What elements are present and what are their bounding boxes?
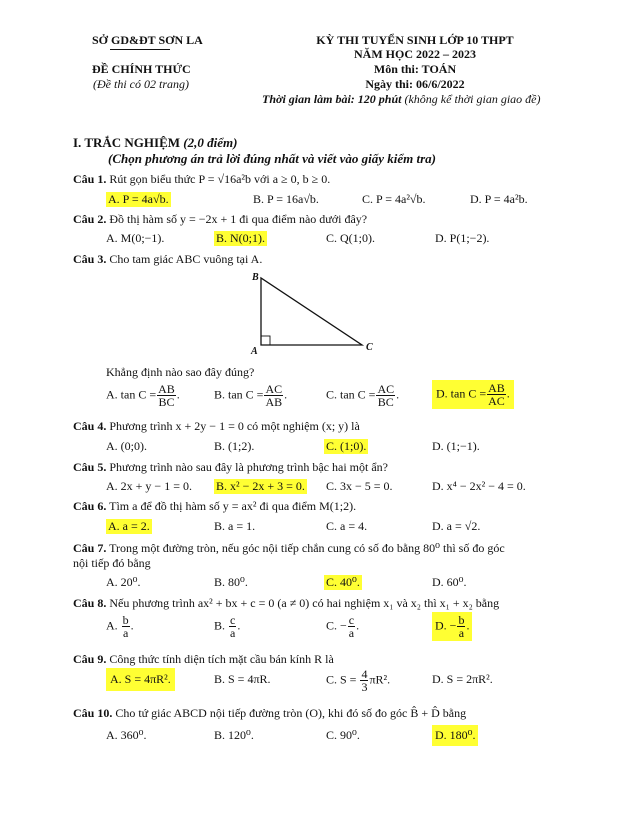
q1-option-d: D. P = 4a²b. <box>470 192 528 206</box>
q5-option-a: A. 2x + y − 1 = 0. <box>106 479 192 493</box>
q3-label: Câu 3. <box>73 252 107 266</box>
q7-option-c: C. 40⁰. <box>326 575 360 589</box>
q9-stem: Công thức tính diện tích mặt cầu bán kính R là <box>109 652 334 666</box>
q3-c-num: AC <box>377 382 395 396</box>
q1-option-b: B. P = 16a√b. <box>253 192 319 206</box>
q8-stem-line <box>73 596 499 611</box>
q1-option-c: C. P = 4a²√b. <box>362 192 426 206</box>
q6-option-c: C. a = 4. <box>326 519 368 533</box>
q5-option-d: D. x⁴ − 2x² − 4 = 0. <box>432 479 526 493</box>
q3-stem-line <box>73 252 262 267</box>
q4-option-a: A. (0;0). <box>106 439 147 453</box>
q10-option-b: B. 120⁰. <box>214 728 254 742</box>
q8-b-prefix: B. <box>214 618 226 633</box>
q9-label: Câu 9. <box>73 652 107 666</box>
q8-c-num: c <box>348 613 355 627</box>
q8-a-den: a <box>123 626 129 640</box>
q9-option-a: A. S = 4πR². <box>106 668 175 691</box>
q3-d-prefix: D. tan C = <box>436 386 487 401</box>
q3-option-a: A. tan C = $\frac{AB}{BC}$ . <box>106 382 180 409</box>
q8-b-fraction <box>229 614 236 639</box>
dept-name: SỞ GD&ĐT SƠN LA <box>92 33 203 47</box>
q9-option-c <box>326 668 390 693</box>
vertex-c-label: C <box>366 342 373 353</box>
q3-c-den: BC <box>377 395 394 409</box>
q8-d-num: b <box>458 613 465 627</box>
section-heading <box>73 135 237 151</box>
section-points: (2,0 điểm) <box>183 135 238 150</box>
q4-option-d: D. (1;−1). <box>432 439 480 453</box>
q8-c-prefix: C. − <box>326 618 347 633</box>
q3-c-prefix: C. tan C = <box>326 387 376 402</box>
q3-stem: Cho tam giác ABC vuông tại A. <box>109 252 263 266</box>
q3-d-den: AC <box>488 394 505 408</box>
q4-stem: Phương trình x + 2y − 1 = 0 có một nghiệm (x; y) là <box>109 419 360 433</box>
q8-option-a: A. $\frac{b}{a}$ . <box>106 613 134 640</box>
q6-option-a: A. a = 2. <box>108 519 150 533</box>
q2-stem: Đồ thị hàm số y = −2x + 1 đi qua điểm nào dưới đây? <box>109 212 368 226</box>
q7-option-d: D. 60⁰. <box>432 575 467 589</box>
q3-ask: Khẳng định nào sao đây đúng? <box>106 365 255 379</box>
q6-label: Câu 6. <box>73 499 107 513</box>
time-label: Thời gian làm bài: 120 phút <box>262 92 402 106</box>
q8-label: Câu 8. <box>73 596 107 610</box>
exam-date: Ngày thi: 06/6/2022 <box>365 77 465 91</box>
q1-option-a: A. P = 4a√b. <box>108 192 169 206</box>
q3-c-fraction <box>376 383 395 408</box>
q3-a-prefix: A. tan C = <box>106 387 157 402</box>
q7-stem-line <box>73 541 505 556</box>
q5-stem-line <box>73 460 388 475</box>
q8-stem: Nếu phương trình ax² + bx + c = 0 (a ≠ 0) có hai nghiệm x₁ và x₂ thì x₁ + x₂ bằng <box>109 596 500 610</box>
q3-a-den: BC <box>158 395 175 409</box>
q8-b-num: c <box>230 613 236 627</box>
q3-d-num: AB <box>488 381 505 395</box>
q3-option-d: D. tan C = $\frac{AB}{AC}$ . <box>432 380 514 409</box>
q6-stem-line <box>73 499 356 514</box>
q3-option-b: B. tan C = $\frac{AC}{AB}$ . <box>214 382 288 409</box>
q7-stem: Trong một đường tròn, nếu góc nội tiếp chắn cung có số đo bằng 80⁰ thì số đo góc <box>109 541 505 555</box>
right-angle-mark <box>261 336 270 345</box>
q2-label: Câu 2. <box>73 212 107 226</box>
q7-option-a: A. 20⁰. <box>106 575 141 589</box>
q8-option-c: C. − $\frac{c}{a}$ . <box>326 613 360 640</box>
subject: Môn thi: TOÁN <box>373 62 457 76</box>
q4-option-b: B. (1;2). <box>214 439 255 453</box>
q8-b-den: a <box>230 626 236 640</box>
q5-option-c: C. 3x − 5 = 0. <box>326 479 393 493</box>
q2-option-b: B. N(0;1). <box>216 231 265 245</box>
q5-label: Câu 5. <box>73 460 107 474</box>
q10-option-d: D. 180⁰. <box>432 725 478 746</box>
q8-c-den: a <box>348 626 355 640</box>
vertex-b-label: B <box>252 272 259 283</box>
q4-stem-line <box>73 419 360 434</box>
q9-option-b: B. S = 4πR. <box>214 672 271 686</box>
q6-option-b: B. a = 1. <box>214 519 256 533</box>
q9-c-num: 4 <box>361 667 368 681</box>
time-note: (không kể thời gian giao đề) <box>401 92 541 106</box>
section-title: I. TRẮC NGHIỆM <box>73 135 181 150</box>
q7-label: Câu 7. <box>73 541 107 555</box>
q8-option-b: B. $\frac{c}{a}$ . <box>214 613 241 640</box>
q6-stem: Tìm a để đồ thị hàm số y = ax² đi qua điểm M(1;2). <box>109 499 357 513</box>
q10-stem-line <box>73 706 466 721</box>
q9-c-prefix: C. S = <box>326 672 357 687</box>
q8-a-num: b <box>122 613 129 627</box>
q3-b-num: AC <box>265 382 283 396</box>
q9-stem-line <box>73 652 334 667</box>
section-instruction: (Chọn phương án trả lời đúng nhất và viết vào giấy kiểm tra) <box>108 151 436 166</box>
q2-stem-line <box>73 212 367 227</box>
q8-d-fraction <box>457 614 465 639</box>
q1-stem-line <box>73 172 330 187</box>
q3-b-fraction <box>264 383 283 408</box>
q9-option-d: D. S = 2πR². <box>432 672 493 686</box>
q2-option-c: C. Q(1;0). <box>326 231 375 245</box>
q3-b-den: AB <box>265 395 283 409</box>
q7-stem-cont: nội tiếp đó bằng <box>73 556 151 570</box>
q2-option-a: A. M(0;−1). <box>106 231 165 245</box>
q10-option-a: A. 360⁰. <box>106 728 147 742</box>
q3-option-c: C. tan C = $\frac{AC}{BC}$ . <box>326 382 400 409</box>
q4-label: Câu 4. <box>73 419 107 433</box>
q5-option-b: B. x² − 2x + 3 = 0. <box>216 479 305 493</box>
q9-c-fraction <box>360 668 368 693</box>
q4-option-c: C. (1;0). <box>326 439 367 453</box>
q8-a-prefix: A. <box>106 618 118 633</box>
q9-c-den: 3 <box>361 680 368 694</box>
vertex-a-label: A <box>251 346 258 357</box>
q2-option-d: D. P(1;−2). <box>435 231 490 245</box>
q8-d-den: a <box>458 626 465 640</box>
q10-option-c: C. 90⁰. <box>326 728 360 742</box>
official-label: ĐỀ CHÍNH THỨC <box>92 62 191 76</box>
q8-a-fraction <box>122 614 130 639</box>
q9-c-suffix: πR². <box>369 672 391 687</box>
q8-option-d: D. − $\frac{b}{a}$ . <box>432 612 472 641</box>
q3-a-num: AB <box>158 382 175 396</box>
q6-option-d: D. a = √2. <box>432 519 481 533</box>
q7-option-b: B. 80⁰. <box>214 575 248 589</box>
q10-label: Câu 10. <box>73 706 113 720</box>
q3-b-prefix: B. tan C = <box>214 387 264 402</box>
q1-stem: Rút gọn biểu thức P = √16a²b với a ≥ 0, b ≥ 0. <box>109 172 331 186</box>
school-year: NĂM HỌC 2022 – 2023 <box>354 47 476 61</box>
q1-label: Câu 1. <box>73 172 107 186</box>
exam-title: KỲ THI TUYỂN SINH LỚP 10 THPT <box>316 33 514 47</box>
header-rule <box>110 49 170 50</box>
q8-c-fraction <box>348 614 355 639</box>
q3-d-fraction <box>487 382 506 407</box>
pages-note: (Đề thi có 02 trang) <box>93 77 189 91</box>
time-line <box>262 92 541 107</box>
q8-d-prefix: D. − <box>435 618 457 633</box>
triangle-figure <box>248 268 378 358</box>
q3-a-fraction <box>157 383 176 408</box>
q5-stem: Phương trình nào sau đây là phương trình bậc hai một ẩn? <box>109 460 388 474</box>
triangle-abc <box>261 278 362 345</box>
q10-stem: Cho tứ giác ABCD nội tiếp đường tròn (O), khi đó số đo góc B̂ + D̂ bằng <box>115 706 467 720</box>
